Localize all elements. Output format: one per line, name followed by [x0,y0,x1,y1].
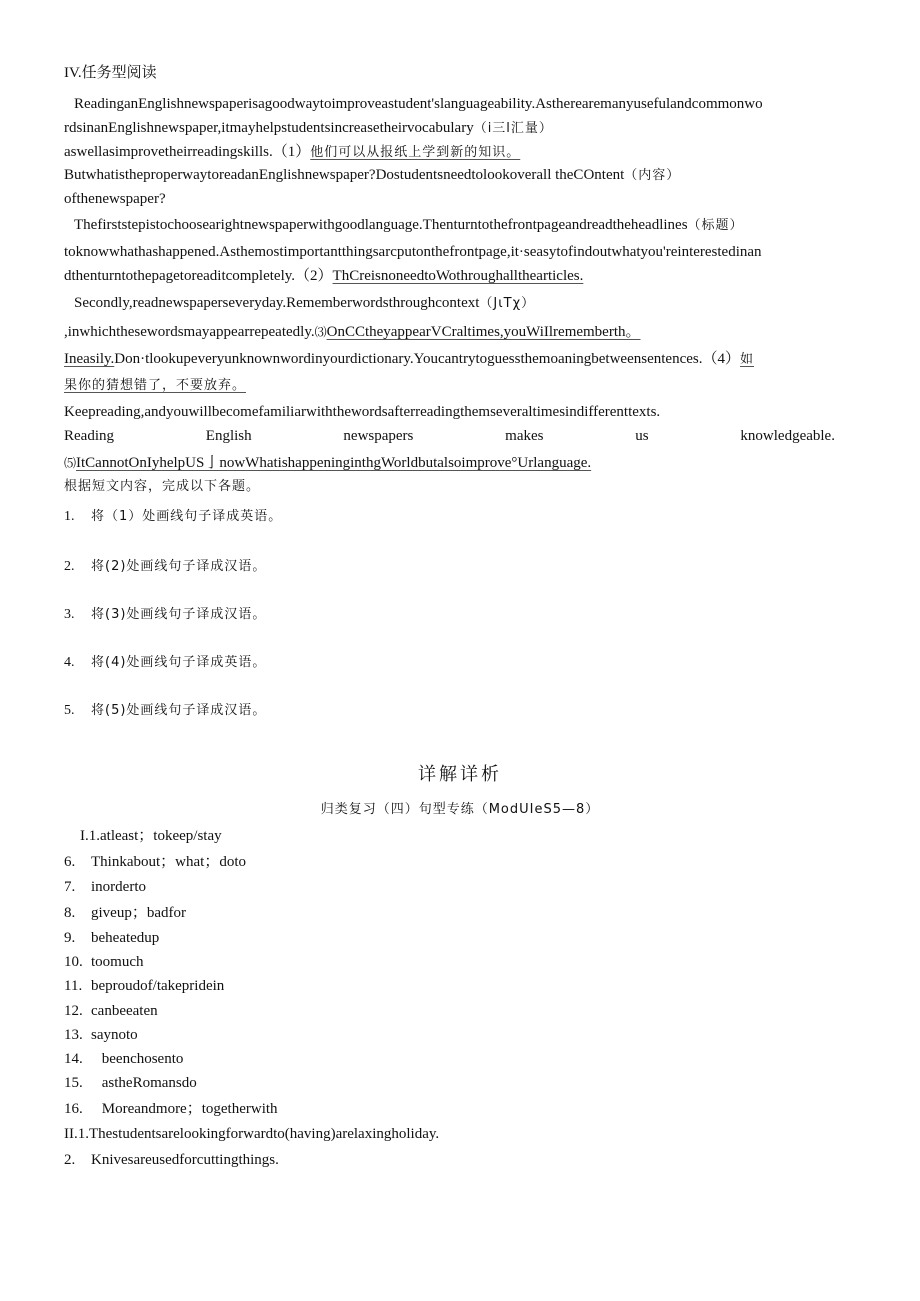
passage-text: ,inwhichthesewordsmayappearrepeatedly. [64,324,315,340]
passage-text: aswellasimprovetheirreadingskills. [64,144,273,160]
answer-item [64,903,186,923]
answer-item [64,928,159,948]
question-text: 将(3)处画线句子译成汉语。 [91,607,267,622]
passage-text: Secondly,readnewspaperseveryday.Rememberwordsthroughcontext [74,295,480,311]
answer-number: 8. [64,905,76,921]
answers-subtitle: 归类复习（四）句型专练（ModUIeS5—8） [320,802,600,817]
question-item [64,505,282,525]
underlined-sentence-2: ThCreisnoneedtoWothroughallthearticles. [332,268,584,284]
answer-number: 6. [64,854,76,870]
blank-marker-2: （2） [295,268,333,284]
question-number: 5. [64,703,75,718]
question-number: 3. [64,607,75,622]
answer-number: 7. [64,879,76,895]
gloss: （JιTχ） [479,296,536,311]
answer-number: 14. [64,1051,83,1067]
passage-line [74,94,763,114]
gloss: （i三l汇量） [473,121,553,136]
answer-text: giveup；badfor [91,905,186,921]
answer-text: beenchosento [98,1051,184,1067]
answer-text: II.1.Thestudentsarelookingforwardto(having)arelaxingholiday. [64,1126,440,1142]
blank-marker-5: ⑸ [64,456,77,470]
answer-item [64,852,246,872]
question-item [64,555,266,575]
answer-number: 12. [64,1003,83,1019]
underlined-sentence-4: 如 [740,352,755,367]
answer-text: I.1.atleast；tokeep/stay [80,828,222,844]
passage-text: Don·tlookupeveryunknownwordinyourdictionary.Youcantrytoguessthemoaningbetweensentences. [114,351,703,367]
instruction [64,477,260,497]
answer-item [64,952,144,972]
passage-word: knowledgeable. [740,428,835,444]
passage-line [64,349,754,370]
answers-title: 详解详析 [418,764,502,785]
passage-line [64,402,660,422]
question-number: 2. [64,559,75,574]
answer-text: inorderto [91,879,146,895]
answer-item [64,1099,278,1119]
answer-number: 11. [64,978,83,994]
underlined-sentence-3-cont: Ineasily. [64,351,115,367]
passage-line [64,375,246,396]
answer-number: 15. [64,1075,83,1091]
passage-word: newspapers [343,428,414,444]
passage-line [64,322,641,342]
answer-item [64,1001,158,1021]
question-item [64,699,266,719]
answer-text: beproudof/takepridein [91,978,225,994]
blank-marker-4: （4） [702,351,740,367]
passage-text: ButwhatistheproperwaytoreadanEnglishnewspaper?Dostudentsneedtolookoverall theCOntent [64,167,625,183]
passage-text: toknowwhathashappened.Asthemostimportantthingsarcputonthefrontpage,it·seasytofindoutwhatyou'reinterestedinan [64,244,762,260]
answer-number: 13. [64,1027,83,1043]
answer-item [64,877,146,897]
question-item [64,603,266,623]
answer-text: saynoto [91,1027,138,1043]
answer-item [64,1124,439,1144]
answer-item [64,1150,279,1170]
passage-line [64,266,583,286]
gloss: （内容） [624,168,681,183]
passage-line [64,189,166,209]
passage-text: dthenturntothepagetoreaditcompletely. [64,268,296,284]
question-item [64,651,266,671]
passage-text: Keepreading,andyouwillbecomefamiliarwiththewordsafterreadingthemseveraltimesindifferenttexts. [64,404,661,420]
passage-word: English [205,428,252,444]
passage-line [64,453,591,473]
question-number: 4. [64,655,75,670]
answer-item [80,826,222,846]
passage-line-justified [64,426,835,446]
blank-marker-1: （1） [272,144,311,160]
passage-line [64,118,553,139]
underlined-sentence-1: 他们可以从报纸上学到新的知识。 [310,145,521,160]
passage-text: ofthenewspaper? [64,191,166,207]
question-text: 将(4)处画线句子译成英语。 [91,655,267,670]
passage-text: rdsinanEnglishnewspaper,itmayhelpstudentsincreasetheirvocabulary [64,120,474,136]
passage-text: ReadinganEnglishnewspaperisagoodwaytoimproveastudent'slanguageability.Astherearemanyusefulandcommonwo [74,96,763,112]
passage-word: Reading [64,428,114,444]
question-text: 将（1）处画线句子译成英语。 [91,509,283,524]
answer-item [64,1025,138,1045]
underlined-sentence-5: ItCannotOnIyhelpUS亅nowWhatishappeninginthgWorldbutalsoimprove°Urlanguage. [76,455,592,471]
underlined-sentence-3: OnCCtheyappearVCraltimes,youWiIlrememberth。 [326,324,641,340]
section-heading-text: IV.任务型阅读 [64,65,157,81]
answer-number: 2. [64,1152,76,1168]
answer-text: Moreandmore；togetherwith [98,1101,278,1117]
question-text: 将(2)处画线句子译成汉语。 [91,559,267,574]
answer-text: astheRomansdo [98,1075,197,1091]
passage-line [64,142,520,163]
gloss: （标题） [687,218,744,233]
answer-item [64,976,224,996]
passage-line [64,165,680,186]
passage-word: us [635,428,649,444]
answer-text: canbeeaten [91,1003,158,1019]
answer-text: beheatedup [91,930,160,946]
question-text: 将(5)处画线句子译成汉语。 [91,703,267,718]
answer-item [64,1049,183,1069]
answer-text: toomuch [91,954,144,970]
answer-number: 16. [64,1101,83,1117]
answer-item [64,1073,197,1093]
answer-number: 9. [64,930,76,946]
blank-marker-3: ⑶ [314,325,327,339]
passage-line [74,215,744,236]
answer-text: Thinkabout；what；doto [91,854,246,870]
passage-word: makes [505,428,544,444]
instruction-text: 根据短文内容，完成以下各题。 [64,479,261,494]
passage-text: Thefirststepistochoosearightnewspaperwithgoodlanguage.Thenturntothefrontpageandreadtheheadlines [74,217,688,233]
passage-line [74,293,535,314]
question-number: 1. [64,509,75,524]
answer-text: Knivesareusedforcuttingthings. [91,1152,279,1168]
underlined-sentence-4-cont: 果你的猜想错了，不要放弃。 [64,378,247,393]
answer-number: 10. [64,954,83,970]
passage-line [64,242,762,262]
section-heading [64,63,157,83]
